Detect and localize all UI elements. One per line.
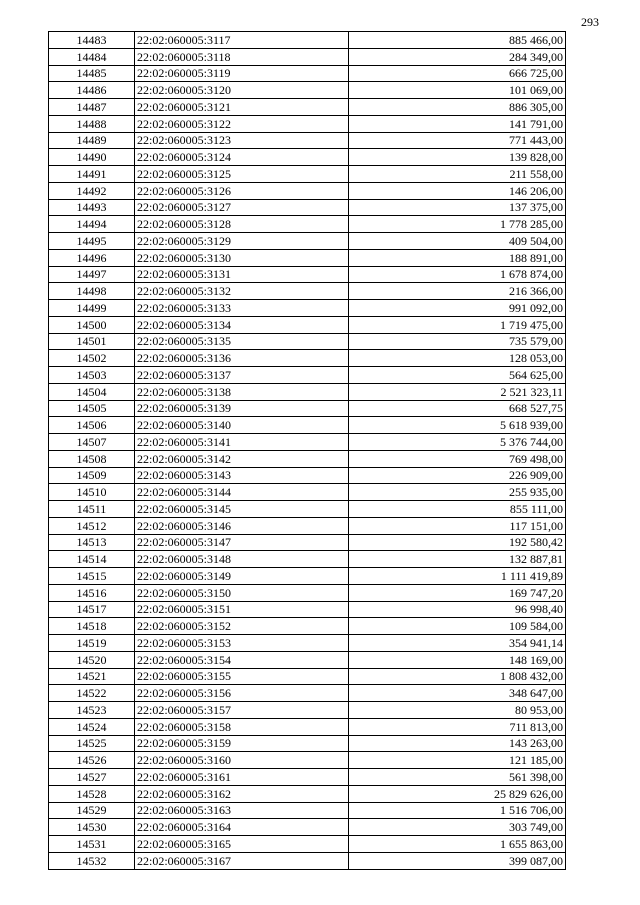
table-row <box>49 99 566 116</box>
row-number-cell: 14484 <box>49 48 135 65</box>
cadastral-number-cell: 22:02:060005:3149 <box>135 568 349 585</box>
cadastral-value-cell: 991 092,00 <box>349 300 566 317</box>
table-row <box>49 467 566 484</box>
cadastral-number-cell: 22:02:060005:3158 <box>135 718 349 735</box>
cadastral-number-cell: 22:02:060005:3157 <box>135 702 349 719</box>
cadastral-number-cell: 22:02:060005:3130 <box>135 249 349 266</box>
cadastral-value-cell: 121 185,00 <box>349 752 566 769</box>
cadastral-value-cell: 216 366,00 <box>349 283 566 300</box>
table-row <box>49 551 566 568</box>
cadastral-value-cell: 348 647,00 <box>349 685 566 702</box>
cadastral-number-cell: 22:02:060005:3124 <box>135 149 349 166</box>
table-row <box>49 166 566 183</box>
cadastral-number-cell: 22:02:060005:3154 <box>135 651 349 668</box>
row-number-cell: 14499 <box>49 300 135 317</box>
row-number-cell: 14522 <box>49 685 135 702</box>
row-number-cell: 14485 <box>49 65 135 82</box>
row-number-cell: 14526 <box>49 752 135 769</box>
cadastral-value-cell: 109 584,00 <box>349 618 566 635</box>
cadastral-value-cell: 211 558,00 <box>349 166 566 183</box>
row-number-cell: 14507 <box>49 434 135 451</box>
row-number-cell: 14487 <box>49 99 135 116</box>
cadastral-value-cell: 1 655 863,00 <box>349 836 566 853</box>
cadastral-number-cell: 22:02:060005:3129 <box>135 233 349 250</box>
cadastral-number-cell: 22:02:060005:3167 <box>135 852 349 869</box>
cadastral-number-cell: 22:02:060005:3162 <box>135 785 349 802</box>
cadastral-number-cell: 22:02:060005:3152 <box>135 618 349 635</box>
table-row <box>49 852 566 869</box>
cadastral-value-cell: 666 725,00 <box>349 65 566 82</box>
cadastral-value-cell: 885 466,00 <box>349 32 566 49</box>
row-number-cell: 14512 <box>49 517 135 534</box>
cadastral-value-cell: 139 828,00 <box>349 149 566 166</box>
cadastral-number-cell: 22:02:060005:3139 <box>135 400 349 417</box>
cadastral-number-cell: 22:02:060005:3141 <box>135 434 349 451</box>
row-number-cell: 14530 <box>49 819 135 836</box>
cadastral-value-cell: 137 375,00 <box>349 199 566 216</box>
table-row <box>49 316 566 333</box>
cadastral-number-cell: 22:02:060005:3128 <box>135 216 349 233</box>
table-row <box>49 434 566 451</box>
table-row <box>49 266 566 283</box>
cadastral-value-cell: 146 206,00 <box>349 182 566 199</box>
row-number-cell: 14495 <box>49 233 135 250</box>
page-number: 293 <box>581 15 599 29</box>
table-row <box>49 668 566 685</box>
cadastral-value-cell: 226 909,00 <box>349 467 566 484</box>
cadastral-number-cell: 22:02:060005:3146 <box>135 517 349 534</box>
row-number-cell: 14524 <box>49 718 135 735</box>
row-number-cell: 14510 <box>49 484 135 501</box>
row-number-cell: 14490 <box>49 149 135 166</box>
cadastral-number-cell: 22:02:060005:3136 <box>135 350 349 367</box>
row-number-cell: 14502 <box>49 350 135 367</box>
row-number-cell: 14492 <box>49 182 135 199</box>
cadastral-number-cell: 22:02:060005:3125 <box>135 166 349 183</box>
cadastral-number-cell: 22:02:060005:3138 <box>135 383 349 400</box>
cadastral-number-cell: 22:02:060005:3145 <box>135 501 349 518</box>
row-number-cell: 14515 <box>49 568 135 585</box>
row-number-cell: 14488 <box>49 115 135 132</box>
cadastral-value-cell: 80 953,00 <box>349 702 566 719</box>
cadastral-number-cell: 22:02:060005:3153 <box>135 635 349 652</box>
table-row <box>49 333 566 350</box>
table-row <box>49 517 566 534</box>
table-row <box>49 216 566 233</box>
row-number-cell: 14532 <box>49 852 135 869</box>
cadastral-number-cell: 22:02:060005:3147 <box>135 534 349 551</box>
cadastral-number-cell: 22:02:060005:3133 <box>135 300 349 317</box>
cadastral-number-cell: 22:02:060005:3156 <box>135 685 349 702</box>
cadastral-number-cell: 22:02:060005:3151 <box>135 601 349 618</box>
table-row <box>49 149 566 166</box>
row-number-cell: 14494 <box>49 216 135 233</box>
table-row <box>49 132 566 149</box>
table-row <box>49 568 566 585</box>
row-number-cell: 14517 <box>49 601 135 618</box>
row-number-cell: 14508 <box>49 450 135 467</box>
cadastral-number-cell: 22:02:060005:3127 <box>135 199 349 216</box>
cadastral-number-cell: 22:02:060005:3148 <box>135 551 349 568</box>
cadastral-value-cell: 101 069,00 <box>349 82 566 99</box>
cadastral-value-cell: 886 305,00 <box>349 99 566 116</box>
row-number-cell: 14518 <box>49 618 135 635</box>
table-row <box>49 417 566 434</box>
cadastral-value-cell: 5 376 744,00 <box>349 434 566 451</box>
table-row <box>49 651 566 668</box>
row-number-cell: 14496 <box>49 249 135 266</box>
table-row <box>49 450 566 467</box>
cadastral-value-cell: 132 887,81 <box>349 551 566 568</box>
cadastral-number-cell: 22:02:060005:3143 <box>135 467 349 484</box>
cadastral-value-cell: 192 580,42 <box>349 534 566 551</box>
table-row <box>49 350 566 367</box>
table-row <box>49 618 566 635</box>
row-number-cell: 14529 <box>49 802 135 819</box>
row-number-cell: 14527 <box>49 769 135 786</box>
cadastral-number-cell: 22:02:060005:3135 <box>135 333 349 350</box>
table-row <box>49 752 566 769</box>
cadastral-value-cell: 711 813,00 <box>349 718 566 735</box>
table-row <box>49 249 566 266</box>
cadastral-number-cell: 22:02:060005:3160 <box>135 752 349 769</box>
row-number-cell: 14514 <box>49 551 135 568</box>
row-number-cell: 14528 <box>49 785 135 802</box>
cadastral-number-cell: 22:02:060005:3163 <box>135 802 349 819</box>
table-row <box>49 685 566 702</box>
cadastral-value-cell: 769 498,00 <box>349 450 566 467</box>
cadastral-value-cell: 25 829 626,00 <box>349 785 566 802</box>
table-row <box>49 836 566 853</box>
cadastral-value-cell: 771 443,00 <box>349 132 566 149</box>
row-number-cell: 14521 <box>49 668 135 685</box>
cadastral-number-cell: 22:02:060005:3123 <box>135 132 349 149</box>
table-row <box>49 65 566 82</box>
table-row <box>49 300 566 317</box>
row-number-cell: 14497 <box>49 266 135 283</box>
table-row <box>49 115 566 132</box>
cadastral-value-cell: 354 941,14 <box>349 635 566 652</box>
cadastral-number-cell: 22:02:060005:3117 <box>135 32 349 49</box>
row-number-cell: 14493 <box>49 199 135 216</box>
row-number-cell: 14483 <box>49 32 135 49</box>
table-row <box>49 400 566 417</box>
cadastral-number-cell: 22:02:060005:3137 <box>135 367 349 384</box>
cadastral-number-cell: 22:02:060005:3164 <box>135 819 349 836</box>
table-row <box>49 702 566 719</box>
table-row <box>49 769 566 786</box>
table-body <box>49 32 566 870</box>
cadastral-number-cell: 22:02:060005:3144 <box>135 484 349 501</box>
row-number-cell: 14489 <box>49 132 135 149</box>
cadastral-value-cell: 117 151,00 <box>349 517 566 534</box>
row-number-cell: 14500 <box>49 316 135 333</box>
table-row <box>49 32 566 49</box>
table-row <box>49 182 566 199</box>
row-number-cell: 14511 <box>49 501 135 518</box>
cadastral-value-cell: 303 749,00 <box>349 819 566 836</box>
row-number-cell: 14498 <box>49 283 135 300</box>
cadastral-value-cell: 143 263,00 <box>349 735 566 752</box>
cadastral-number-cell: 22:02:060005:3126 <box>135 182 349 199</box>
cadastral-value-cell: 169 747,20 <box>349 584 566 601</box>
cadastral-value-cell: 1 808 432,00 <box>349 668 566 685</box>
cadastral-value-cell: 668 527,75 <box>349 400 566 417</box>
cadastral-value-cell: 1 111 419,89 <box>349 568 566 585</box>
cadastral-value-cell: 128 053,00 <box>349 350 566 367</box>
cadastral-value-cell: 1 678 874,00 <box>349 266 566 283</box>
cadastral-value-cell: 188 891,00 <box>349 249 566 266</box>
cadastral-value-cell: 255 935,00 <box>349 484 566 501</box>
cadastral-value-cell: 96 998,40 <box>349 601 566 618</box>
cadastral-number-cell: 22:02:060005:3140 <box>135 417 349 434</box>
cadastral-value-cell: 148 169,00 <box>349 651 566 668</box>
row-number-cell: 14523 <box>49 702 135 719</box>
cadastral-number-cell: 22:02:060005:3150 <box>135 584 349 601</box>
table-row <box>49 785 566 802</box>
table-row <box>49 283 566 300</box>
cadastral-value-cell: 561 398,00 <box>349 769 566 786</box>
cadastral-number-cell: 22:02:060005:3155 <box>135 668 349 685</box>
table-row <box>49 802 566 819</box>
row-number-cell: 14516 <box>49 584 135 601</box>
cadastral-value-cell: 1 516 706,00 <box>349 802 566 819</box>
row-number-cell: 14525 <box>49 735 135 752</box>
table-row <box>49 48 566 65</box>
table-row <box>49 199 566 216</box>
cadastral-number-cell: 22:02:060005:3120 <box>135 82 349 99</box>
cadastral-value-cell: 409 504,00 <box>349 233 566 250</box>
table-row <box>49 367 566 384</box>
cadastral-value-cell: 2 521 323,11 <box>349 383 566 400</box>
row-number-cell: 14486 <box>49 82 135 99</box>
row-number-cell: 14513 <box>49 534 135 551</box>
row-number-cell: 14519 <box>49 635 135 652</box>
row-number-cell: 14520 <box>49 651 135 668</box>
cadastral-value-cell: 399 087,00 <box>349 852 566 869</box>
cadastral-value-cell: 5 618 939,00 <box>349 417 566 434</box>
row-number-cell: 14505 <box>49 400 135 417</box>
row-number-cell: 14503 <box>49 367 135 384</box>
row-number-cell: 14504 <box>49 383 135 400</box>
table-row <box>49 383 566 400</box>
cadastral-value-cell: 1 719 475,00 <box>349 316 566 333</box>
cadastral-number-cell: 22:02:060005:3134 <box>135 316 349 333</box>
cadastral-number-cell: 22:02:060005:3165 <box>135 836 349 853</box>
row-number-cell: 14531 <box>49 836 135 853</box>
cadastral-number-cell: 22:02:060005:3131 <box>135 266 349 283</box>
table-row <box>49 82 566 99</box>
cadastral-number-cell: 22:02:060005:3122 <box>135 115 349 132</box>
table-row <box>49 735 566 752</box>
cadastral-number-cell: 22:02:060005:3161 <box>135 769 349 786</box>
cadastral-value-table <box>48 31 566 870</box>
cadastral-number-cell: 22:02:060005:3121 <box>135 99 349 116</box>
cadastral-value-cell: 855 111,00 <box>349 501 566 518</box>
table-row <box>49 534 566 551</box>
row-number-cell: 14509 <box>49 467 135 484</box>
cadastral-value-cell: 564 625,00 <box>349 367 566 384</box>
table-row <box>49 601 566 618</box>
table-row <box>49 635 566 652</box>
table-row <box>49 718 566 735</box>
cadastral-number-cell: 22:02:060005:3142 <box>135 450 349 467</box>
cadastral-number-cell: 22:02:060005:3159 <box>135 735 349 752</box>
table-row <box>49 484 566 501</box>
row-number-cell: 14491 <box>49 166 135 183</box>
row-number-cell: 14506 <box>49 417 135 434</box>
cadastral-value-cell: 735 579,00 <box>349 333 566 350</box>
table-row <box>49 819 566 836</box>
cadastral-value-cell: 1 778 285,00 <box>349 216 566 233</box>
table-row <box>49 501 566 518</box>
cadastral-value-cell: 141 791,00 <box>349 115 566 132</box>
cadastral-number-cell: 22:02:060005:3132 <box>135 283 349 300</box>
row-number-cell: 14501 <box>49 333 135 350</box>
cadastral-number-cell: 22:02:060005:3119 <box>135 65 349 82</box>
cadastral-number-cell: 22:02:060005:3118 <box>135 48 349 65</box>
table-row <box>49 233 566 250</box>
cadastral-value-cell: 284 349,00 <box>349 48 566 65</box>
table-row <box>49 584 566 601</box>
